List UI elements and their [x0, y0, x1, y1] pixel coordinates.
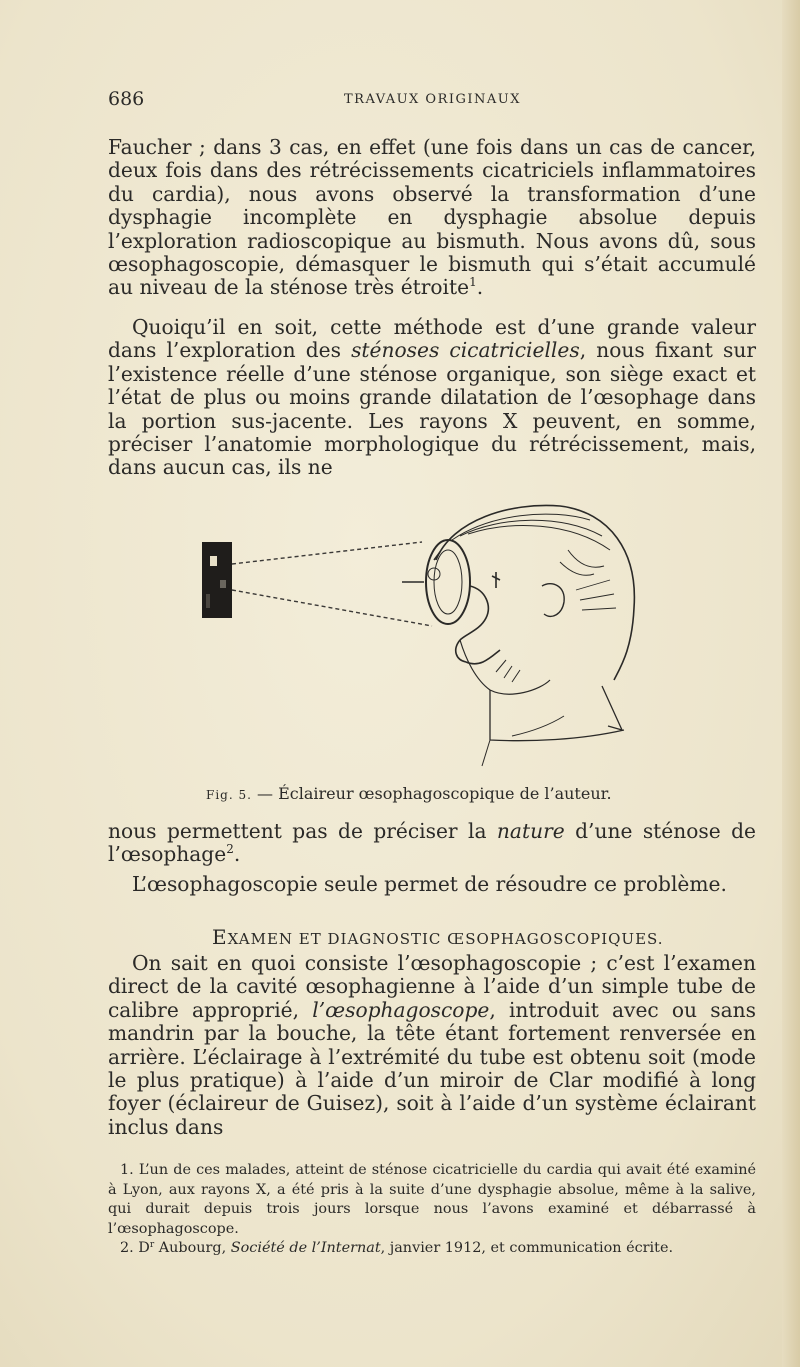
page-number: 686 — [108, 88, 145, 110]
figure-label: Fig. 5. — [206, 788, 252, 802]
footnote-2-sup: r — [149, 1240, 155, 1250]
page-header — [108, 88, 756, 112]
footnote-2-author: Aubourg, — [154, 1240, 231, 1256]
footnotes — [108, 1161, 756, 1259]
footnote-2-journal: Société de l’Internat — [230, 1240, 381, 1256]
paragraph-2 — [108, 316, 756, 480]
paragraph-5-text: On sait en quoi consiste l’œsophagoscopie ; c’est l’examen direct de la cavité œsophagienne à l’aide d’un simple tube de calibre approprié, — [108, 951, 756, 1022]
section-heading — [212, 925, 664, 949]
paragraph-1-text: Faucher ; dans 3 cas, en effet (une fois dans un cas de cancer, deux fois dans des rétrécissements cicatriciels inflammatoires du cardia), nous avons observé la transformation d’une dysphagie incomplète en dysphagie absolue depuis l’exploration radioscopique au bismuth. Nous avons dû, sous œsophagoscopie, démasquer le bismuth qui s’était accumulé au niveau de la sténose très étroite — [108, 135, 756, 300]
paragraph-3-emphasis: nature — [496, 819, 565, 843]
footnote-2 — [108, 1239, 756, 1259]
light-beam-lines — [232, 542, 432, 626]
paragraph-1 — [108, 136, 756, 300]
footnote-2-date: , janvier 1912, et communication écrite. — [380, 1240, 674, 1256]
paragraph-3-text-cont: d’une sténose de l’œsophage — [108, 819, 757, 867]
lamp-box-icon — [202, 542, 232, 618]
paragraph-5-text-cont: , introduit avec ou sans mandrin par la bouche, la tête étant fortement renversée en arrière. L’éclairage à l’extrémité du tube est obtenu soit (mode le plus pratique) à l’aide d’un miroir de Clar modifié à long foyer (éclaireur de Guisez), soit à l’aide d’un système éclairant inclus dans — [108, 997, 757, 1139]
paragraph-5-emphasis: l’œsophagoscope — [312, 997, 490, 1022]
section-heading-rest: XAMEN ET DIAGNOSTIC ŒSOPHAGOSCOPIQUES. — [227, 930, 664, 948]
paragraph-2-emphasis: sténoses cicatricielles — [351, 338, 580, 363]
paragraph-2-text: Quoiqu’il en soit, cette méthode est d’une grande valeur dans l’exploration des — [108, 315, 756, 363]
paragraph-5 — [108, 952, 756, 1139]
running-title: TRAVAUX ORIGINAUX — [344, 92, 522, 107]
paragraph-2-text-cont: , nous fixant sur l’existence réelle d’une sténose organique, son siège exact et l’état de plus ou moins grande dilatation de l’œsophage dans la portion sus-jacente. Les rayons X peuvent, en somme, préciser l’anatomie morphologique du rétrécissement, mais, dans aucun cas, ils ne — [108, 338, 756, 480]
figure-caption — [206, 784, 612, 803]
paragraph-1-end: . — [476, 275, 484, 300]
paragraph-4: L’œsophagoscopie seule permet de résoudre ce problème. — [132, 872, 727, 896]
footnote-ref-2: 2 — [226, 842, 234, 857]
section-heading-initial: E — [212, 925, 228, 949]
paragraph-3-end: . — [233, 842, 241, 867]
figure-illustration — [190, 490, 650, 770]
footnote-1: 1. L’un de ces malades, atteint de sténose cicatricielle du cardia qui avait été examiné à Lyon, aux rayons X, a été pris à la suite d’une dysphagie absolue, même à la salive, qui durait depuis trois jours lorsque nous l’avons examiné et débarrassé à l’œsophagoscope. — [108, 1162, 756, 1237]
footnote-ref-1: 1 — [469, 275, 477, 290]
paragraph-3-text: nous permettent pas de préciser la — [108, 819, 497, 843]
footnote-2-text: 2. D — [120, 1240, 150, 1256]
page-spine-shadow — [782, 0, 800, 1367]
head-profile-drawing — [402, 505, 634, 766]
paragraph-3 — [108, 820, 756, 867]
figure-caption-text: — Éclaireur œsophagoscopique de l’auteur. — [251, 784, 612, 803]
